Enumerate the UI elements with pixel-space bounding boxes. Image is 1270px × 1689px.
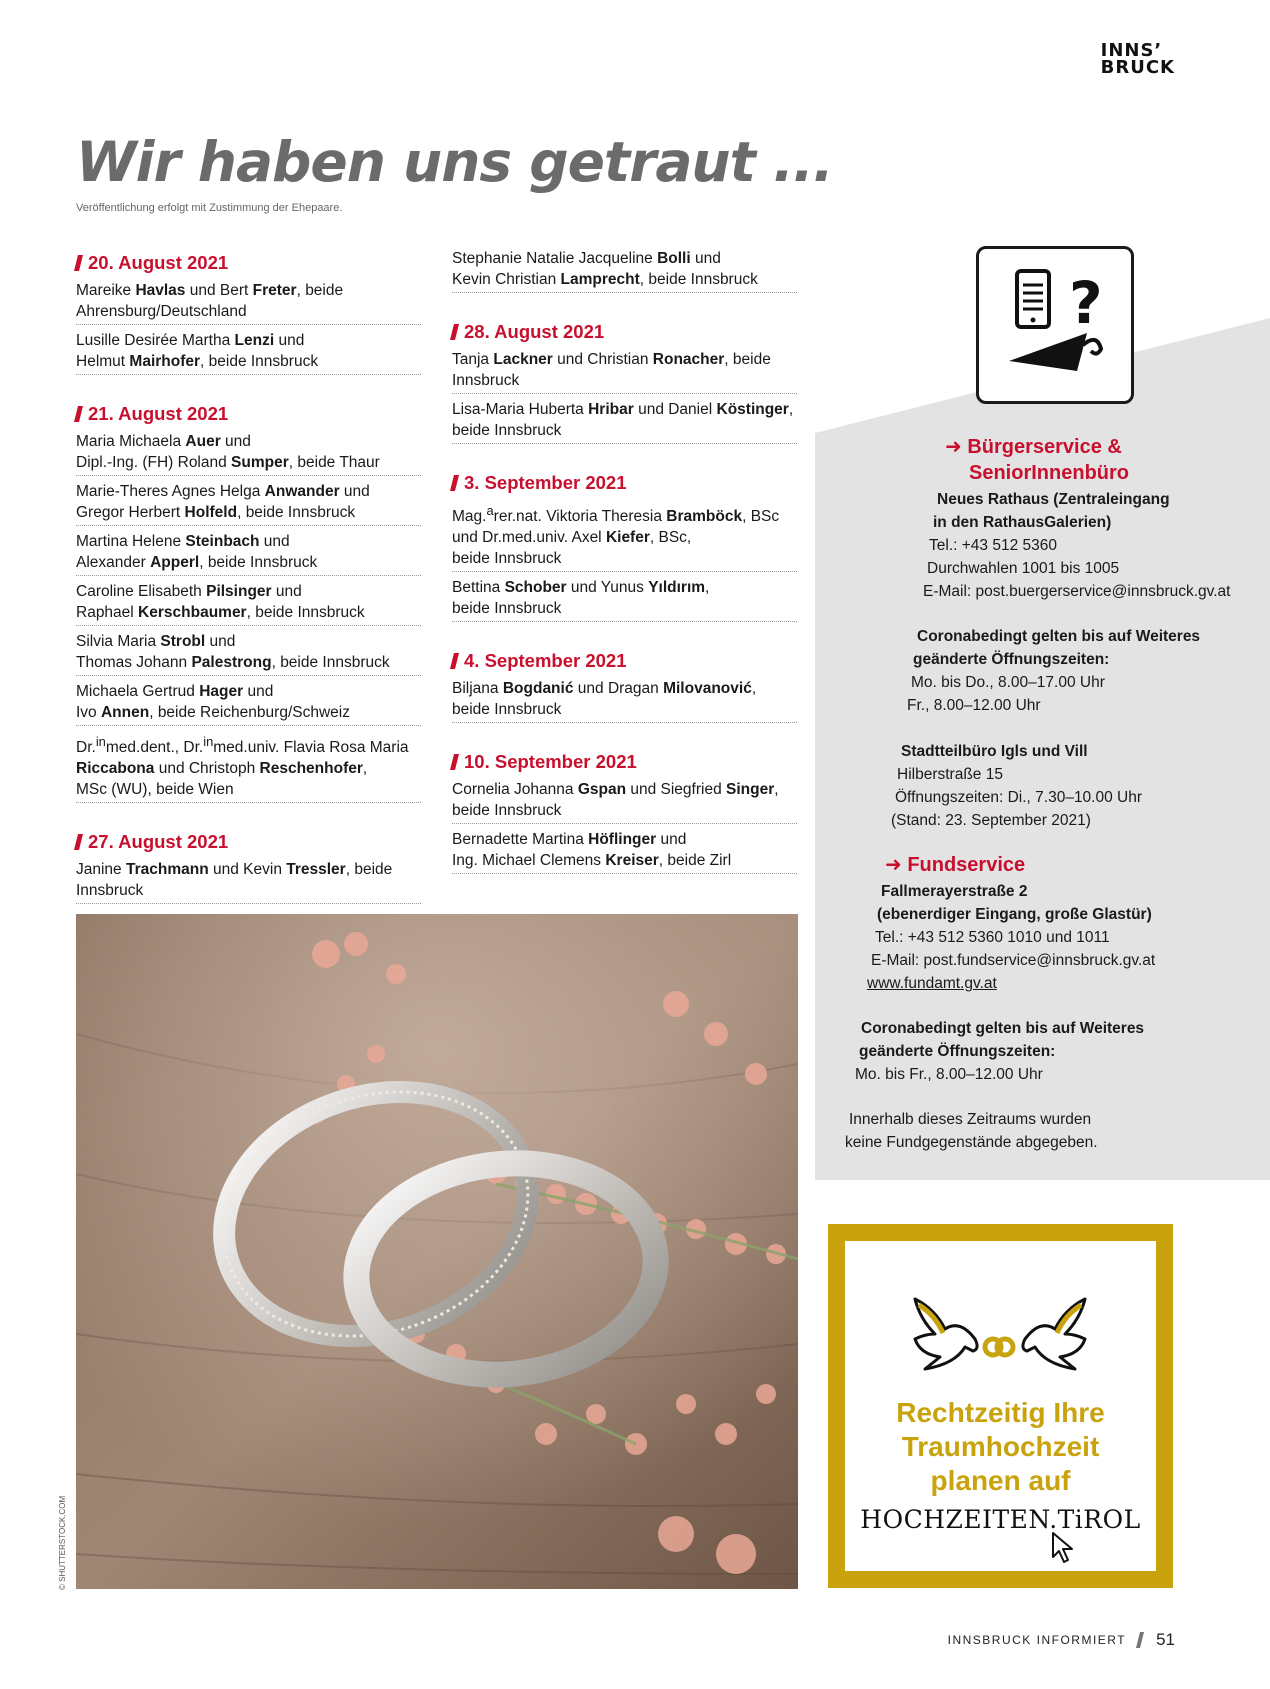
- innsbruck-logo: [1101, 42, 1175, 76]
- red-slash-marker: [450, 653, 459, 669]
- wedding-rings-photo: [76, 914, 798, 1589]
- marriage-entry: Mag.$^a$rer.nat. Viktoria Theresia Bramböck, BSc und Dr.med.univ. Axel Kiefer, BSc, beide Innsbruck: [452, 500, 797, 572]
- marriage-entry: Cornelia Johanna Gspan und Siegfried Singer, beide Innsbruck: [452, 779, 797, 824]
- igls-address: Hilberstraße 15: [897, 766, 1003, 783]
- buergerservice-heading: ➜ Bürgerservice &: [945, 436, 1122, 458]
- page-footer: [948, 1630, 1175, 1650]
- marriage-entry: Bernadette Martina Höflinger und Ing. Michael Clemens Kreiser, beide Zirl: [452, 829, 797, 874]
- fundservice-heading: ➜ Fundservice: [885, 854, 1026, 876]
- fundservice-email[interactable]: E-Mail: post.fundservice@innsbruck.gv.at: [871, 952, 1156, 969]
- date-heading: 28. August 2021: [452, 321, 797, 343]
- ad-headline: Rechtzeitig Ihre Traumhochzeit planen auf: [896, 1397, 1105, 1496]
- hochzeiten-tirol-ad[interactable]: [828, 1224, 1173, 1588]
- fundservice-entrance: (ebenerdiger Eingang, große Glastür): [877, 906, 1152, 923]
- svg-text:?: ?: [1069, 269, 1103, 337]
- marriage-entry: Caroline Elisabeth Pilsinger und Raphael Kerschbaumer, beide Innsbruck: [76, 581, 421, 626]
- date-heading: 21. August 2021: [76, 403, 421, 425]
- buergerservice-tel: Tel.: +43 512 5360: [929, 537, 1057, 554]
- cursor-pointer-icon: [1051, 1531, 1077, 1565]
- ad-inner: [845, 1241, 1156, 1571]
- footer-slash: [1136, 1632, 1144, 1648]
- red-slash-marker: [450, 475, 459, 491]
- fundservice-corona-2: geänderte Öffnungszeiten:: [859, 1043, 1056, 1060]
- page-subtitle: Veröffentlichung erfolgt mit Zustimmung der Ehepaare.: [76, 202, 343, 214]
- date-heading: 4. September 2021: [452, 650, 797, 672]
- buergerservice-address-2: in den RathausGalerien): [933, 514, 1112, 531]
- buergerservice-corona-2: geänderte Öffnungszeiten:: [913, 651, 1110, 668]
- logo-line-2: BRUCK: [1100, 57, 1175, 78]
- marriage-entry: Martina Helene Steinbach und Alexander Apperl, beide Innsbruck: [76, 531, 421, 576]
- buergerservice-durchwahl: Durchwahlen 1001 bis 1005: [927, 560, 1120, 577]
- marriage-entry: Bettina Schober und Yunus Yıldırım, beide Innsbruck: [452, 577, 797, 622]
- buergerservice-hours-1: Mo. bis Do., 8.00–17.00 Uhr: [911, 674, 1105, 691]
- marriage-entry: Marie-Theres Agnes Helga Anwander und Gregor Herbert Holfeld, beide Innsbruck: [76, 481, 421, 526]
- phone-question-umbrella-icon: [979, 249, 1131, 401]
- fundservice-hours: Mo. bis Fr., 8.00–12.00 Uhr: [855, 1066, 1043, 1083]
- page-title: Wir haben uns getraut ...: [76, 130, 833, 194]
- photo-credit: © SHUTTERSTOCK.COM: [58, 1495, 67, 1590]
- buergerservice-heading-2: SeniorInnenbüro: [969, 462, 1129, 484]
- igls-stand: (Stand: 23. September 2021): [891, 812, 1091, 829]
- buergerservice-email[interactable]: E-Mail: post.buergerservice@innsbruck.gv.at: [923, 583, 1231, 600]
- red-slash-marker: [450, 754, 459, 770]
- fundservice-web-link[interactable]: www.fundamt.gv.at: [867, 975, 997, 992]
- red-slash-marker: [74, 255, 83, 271]
- fundservice-tel: Tel.: +43 512 5360 1010 und 1011: [875, 929, 1110, 946]
- date-heading: 27. August 2021: [76, 831, 421, 853]
- marriage-entry: Silvia Maria Strobl und Thomas Johann Palestrong, beide Innsbruck: [76, 631, 421, 676]
- fundservice-corona-1: Coronabedingt gelten bis auf Weiteres: [861, 1020, 1145, 1037]
- marriage-entry: Michaela Gertrud Hager und Ivo Annen, beide Reichenburg/Schweiz: [76, 681, 421, 726]
- fundservice-note-1: Innerhalb dieses Zeitraums wurden: [849, 1111, 1092, 1128]
- red-slash-marker: [74, 834, 83, 850]
- doves-with-rings-icon: [905, 1289, 1095, 1379]
- fundservice-note-2: keine Fundgegenstände abgegeben.: [845, 1134, 1098, 1151]
- marriage-entry: Tanja Lackner und Christian Ronacher, beide Innsbruck: [452, 349, 797, 394]
- buergerservice-corona-1: Coronabedingt gelten bis auf Weiteres: [917, 628, 1201, 645]
- ad-brand: HOCHZEITEN.TiROL: [860, 1505, 1141, 1534]
- date-heading: 3. September 2021: [452, 472, 797, 494]
- marriage-entry: Biljana Bogdanić und Dragan Milovanović, beide Innsbruck: [452, 678, 797, 723]
- igls-heading: Stadtteilbüro Igls und Vill: [901, 743, 1088, 760]
- marriage-entry: Dr.$^{in}$med.dent., Dr.$^{in}$med.univ. Flavia Rosa Maria Riccabona und Christoph Reschenhofer, MSc (WU), beide Wien: [76, 731, 421, 803]
- red-slash-marker: [74, 406, 83, 422]
- page-number: 51: [1156, 1630, 1175, 1649]
- marriage-entry: Lusille Desirée Martha Lenzi und Helmut Mairhofer, beide Innsbruck: [76, 330, 421, 375]
- column-middle: [452, 248, 797, 879]
- footer-label: INNSBRUCK INFORMIERT: [947, 1633, 1127, 1647]
- marriage-entry: Mareike Havlas und Bert Freter, beide Ahrensburg/Deutschland: [76, 280, 421, 325]
- marriage-entry: Janine Trachmann und Kevin Tressler, beide Innsbruck: [76, 859, 421, 904]
- marriage-entry: Stephanie Natalie Jacqueline Bolli und Kevin Christian Lamprecht, beide Innsbruck: [452, 248, 797, 293]
- marriage-entry: Lisa-Maria Huberta Hribar und Daniel Köstinger, beide Innsbruck: [452, 399, 797, 444]
- marriage-entry: Maria Michaela Auer und Dipl.-Ing. (FH) Roland Sumper, beide Thaur: [76, 431, 421, 476]
- fundservice-address: Fallmerayerstraße 2: [881, 883, 1028, 900]
- date-heading: 20. August 2021: [76, 252, 421, 274]
- red-slash-marker: [450, 324, 459, 340]
- igls-hours: Öffnungszeiten: Di., 7.30–10.00 Uhr: [895, 789, 1143, 806]
- buergerservice-address-1: Neues Rathaus (Zentraleingang: [937, 491, 1170, 508]
- buergerservice-hours-2: Fr., 8.00–12.00 Uhr: [907, 697, 1041, 714]
- date-heading: 10. September 2021: [452, 751, 797, 773]
- logo-line-1: INNS’: [1100, 40, 1163, 61]
- service-icon: [976, 246, 1134, 404]
- column-left: [76, 248, 421, 909]
